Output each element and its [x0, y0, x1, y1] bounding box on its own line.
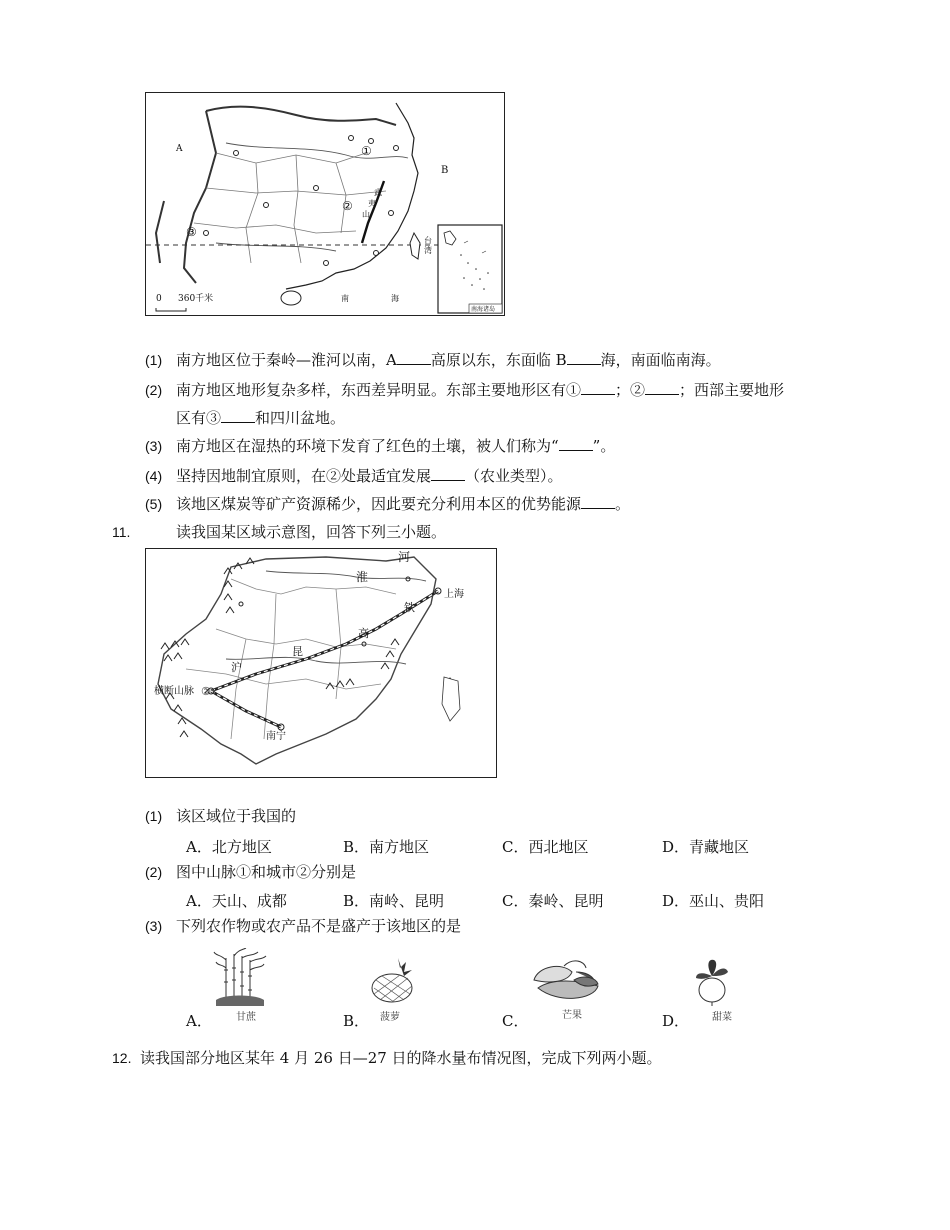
q10-5-part-b: 。	[615, 495, 631, 513]
q10-1-part-b: 高原以东，东面临 B	[430, 351, 567, 369]
map2-hu: 沪	[231, 661, 242, 674]
q10-2-part-e: 和四川盆地。	[255, 409, 346, 427]
pineapple-image	[370, 956, 416, 1004]
answer-blank[interactable]	[581, 494, 615, 509]
q11-1-option-d[interactable]: D．青藏地区	[662, 838, 750, 856]
q11-3-num: (3)	[145, 918, 163, 934]
q11-2-option-a[interactable]: A．天山、成都	[186, 892, 287, 910]
q11-2-num: (2)	[145, 864, 163, 880]
southern-region-map	[145, 92, 505, 316]
q10-4-part-b: （农业类型）。	[465, 467, 563, 485]
q10-4-num: (4)	[145, 468, 163, 484]
answer-blank[interactable]	[221, 408, 255, 423]
map1-nan: 南	[341, 294, 349, 303]
map1-label-b: B	[441, 165, 449, 176]
q12-number: 12.	[112, 1050, 132, 1066]
q10-4-part-a: 坚持因地制宜原则，在②处最适宜发展	[176, 467, 432, 485]
q10-3-part-a: 南方地区在湿热的环境下发育了红色的土壤，被人们称为“	[176, 437, 559, 455]
map1-label-a: A	[176, 144, 183, 154]
q11-1-option-a[interactable]: A．北方地区	[186, 838, 272, 856]
q10-3-part-b: ”。	[592, 437, 616, 455]
q11-3-option-d-caption: 甜菜	[712, 1012, 732, 1023]
region-map	[145, 548, 497, 778]
q10-3-num: (3)	[145, 438, 163, 454]
q10-2-num: (2)	[145, 382, 163, 398]
map1-wuyi-2: 夷	[368, 199, 376, 208]
q10-2-part-b: ；②	[615, 381, 646, 399]
q10-2-part-c: ；西部主要地形	[679, 381, 785, 399]
q11-3-text: 下列农作物或农产品不是盛产于该地区的是	[176, 917, 462, 935]
map2-shanghai: 上海	[444, 589, 464, 600]
mango-image	[528, 958, 604, 1004]
q10-1-text	[176, 350, 721, 370]
q11-1-text: 该区域位于我国的	[176, 807, 297, 825]
q11-3-option-c-letter[interactable]: C．	[502, 1012, 529, 1030]
map2-kun: 昆	[292, 645, 303, 658]
q11-3-option-b-letter[interactable]: B．	[343, 1012, 370, 1030]
map2-tie: 铁	[404, 601, 415, 614]
q10-5-text	[176, 494, 630, 514]
map2-nanning: 南宁	[266, 731, 286, 742]
q11-3-option-d-letter[interactable]: D．	[662, 1012, 690, 1030]
q11-3-option-a-caption: 甘蔗	[236, 1012, 256, 1023]
q11-2-text: 图中山脉①和城市②分别是	[176, 863, 357, 881]
q10-2-part-a: 南方地区地形复杂多样，东西差异明显。东部主要地形区有①	[176, 381, 582, 399]
map2-hengduan: 横断山脉	[154, 686, 194, 697]
map1-hai: 海	[391, 294, 399, 303]
map1-taiwan-1: 台	[424, 236, 432, 245]
q11-2-option-c[interactable]: C．秦岭、昆明	[502, 892, 604, 910]
answer-blank[interactable]	[645, 380, 679, 395]
map1-wuyi-3: 山	[362, 210, 370, 219]
q10-2-text	[176, 380, 784, 400]
q10-4-text	[176, 466, 563, 486]
q10-1-part-a: 南方地区位于秦岭—淮河以南，A	[176, 351, 397, 369]
q11-3-option-a-letter[interactable]: A．	[186, 1012, 212, 1030]
map2-city2: ②	[201, 685, 211, 698]
q10-2-cont	[176, 408, 345, 428]
map1-label-1: ①	[361, 144, 372, 158]
q11-1-option-b[interactable]: B．南方地区	[343, 838, 430, 856]
map1-label-3: ③	[186, 225, 197, 239]
map1-inset-caption: 南海诸岛	[471, 306, 496, 313]
sugarcane-image	[212, 948, 268, 1006]
map1-label-2: ②	[342, 199, 353, 213]
beet-image	[690, 956, 734, 1006]
q10-3-text	[176, 436, 615, 456]
answer-blank[interactable]	[567, 350, 601, 365]
q10-5-part-a: 该地区煤炭等矿产资源稀少，因此要充分利用本区的优势能源	[176, 495, 582, 513]
q11-3-option-b-caption: 菠萝	[380, 1012, 400, 1023]
map2-gao: 高	[358, 627, 369, 640]
map1-wuyi-1: 武	[374, 188, 382, 197]
map1-scale-text: 360千米	[178, 294, 214, 304]
q10-1-num: (1)	[145, 352, 163, 368]
answer-blank[interactable]	[397, 350, 431, 365]
q10-2-part-d: 区有③	[176, 409, 222, 427]
q11-3-option-c-caption: 芒果	[562, 1010, 582, 1021]
q11-number: 11.	[112, 524, 131, 540]
map2-huai: 淮	[356, 570, 369, 584]
q10-5-num: (5)	[145, 496, 163, 512]
map2-he: 河	[398, 550, 411, 564]
answer-blank[interactable]	[581, 380, 615, 395]
answer-blank[interactable]	[559, 436, 593, 451]
q11-1-option-c[interactable]: C．西北地区	[502, 838, 589, 856]
q12-stem: 读我国部分地区某年 4 月 26 日—27 日的降水量布情况图，完成下列两小题。	[140, 1049, 662, 1067]
map1-taiwan-2: 湾	[424, 246, 432, 255]
q11-2-option-b[interactable]: B．南岭、昆明	[343, 892, 445, 910]
q10-1-part-c: 海，南面临南海。	[600, 351, 721, 369]
q11-2-option-d[interactable]: D．巫山、贵阳	[662, 892, 765, 910]
q11-1-num: (1)	[145, 808, 163, 824]
answer-blank[interactable]	[431, 466, 465, 481]
q11-stem: 读我国某区域示意图，回答下列三小题。	[176, 523, 447, 541]
map1-scale-zero: 0	[156, 294, 162, 304]
